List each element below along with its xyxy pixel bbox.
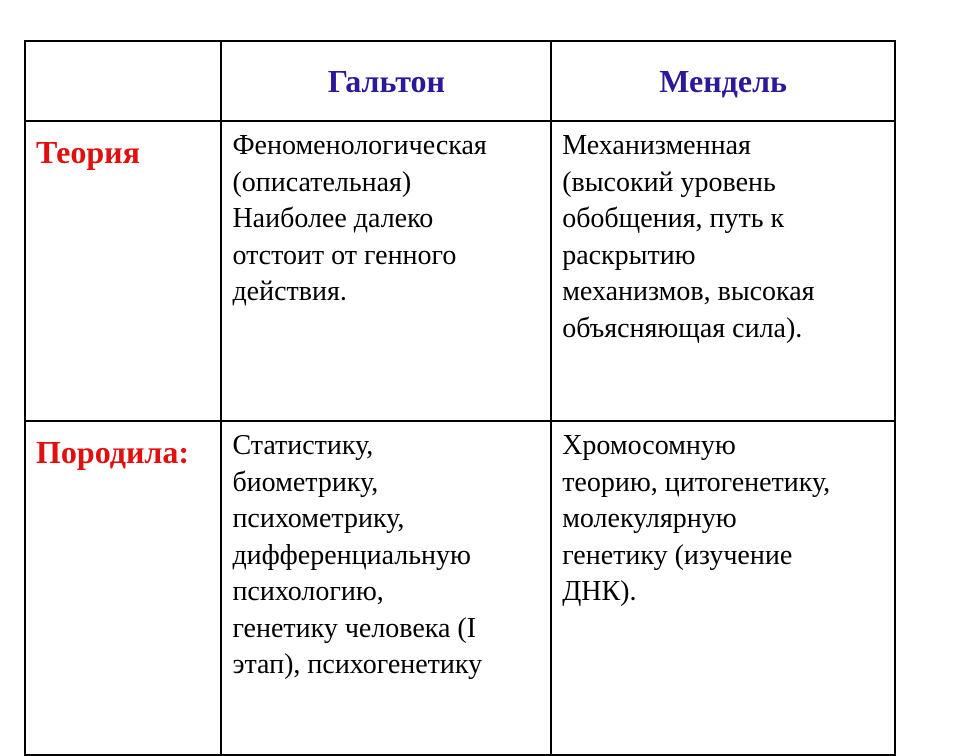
text-line: психологию,	[232, 576, 384, 607]
text-line: Наиболее далеко	[232, 203, 434, 234]
header-mendel: Мендель	[551, 41, 895, 121]
table-header-row	[25, 41, 895, 121]
comparison-table	[24, 40, 896, 756]
text-line: Механизменная	[562, 130, 751, 161]
text-line: механизмов, высокая	[562, 276, 815, 307]
text-line: отстоит от генного	[232, 239, 457, 271]
cell-theory-galton	[221, 121, 551, 421]
text-line: теорию, цитогенетику,	[562, 466, 831, 498]
text-line: дифференциальную	[232, 539, 471, 571]
text-line: генетику человека (I	[232, 612, 477, 644]
cell-produced-galton	[221, 421, 551, 755]
text-line: (высокий уровень	[562, 166, 776, 198]
row-label-produced: Породила:	[25, 421, 221, 755]
table-row-theory	[25, 121, 895, 421]
header-galton: Гальтон	[221, 41, 551, 121]
text-line: биометрику,	[232, 466, 379, 498]
row-label-theory: Теория	[25, 121, 221, 421]
text-line: обобщения, путь к	[562, 203, 785, 234]
text-line: ДНК).	[562, 576, 637, 607]
text-line: Феноменологическая	[232, 130, 487, 161]
text-line: психометрику,	[232, 503, 405, 534]
text-line: молекулярную	[562, 503, 737, 534]
text-line: Хромосомную	[562, 430, 736, 461]
text-line: этап), психогенетику	[232, 649, 483, 680]
text-line: раскрытию	[562, 239, 696, 271]
text-line: объясняющая сила).	[562, 312, 803, 344]
text-line: (описательная)	[232, 166, 412, 198]
cell-theory-mendel	[551, 121, 895, 421]
text-line: Статистику,	[232, 430, 374, 461]
text-line: генетику (изучение	[562, 539, 793, 571]
header-empty-cell	[25, 41, 221, 121]
table-row-produced	[25, 421, 895, 755]
cell-produced-mendel	[551, 421, 895, 755]
text-line: действия.	[232, 276, 347, 307]
